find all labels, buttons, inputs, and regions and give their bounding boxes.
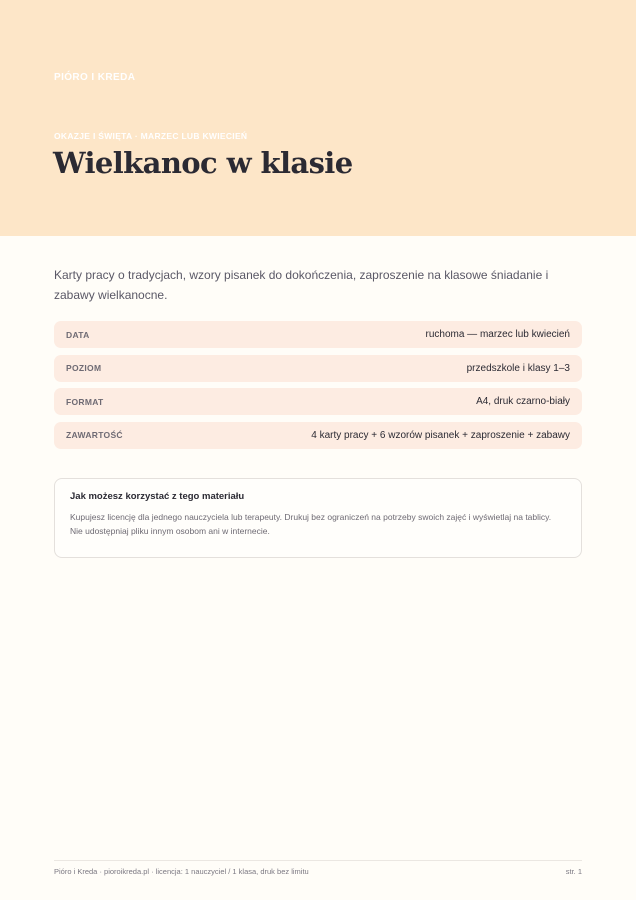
license-body: Kupujesz licencję dla jednego nauczyciela lub terapeuty. Drukuj bez ograniczeń na potrzeby swoich zajęć i wyświetlaj na tablicy. Nie udostępniaj pliku innym osobom ani w internecie.	[70, 512, 552, 536]
footer-credits: Pióro i Kreda · pioroikreda.pl · licencja: 1 nauczyciel / 1 klasa, druk bez limitu	[54, 867, 309, 876]
license-title: Jak możesz korzystać z tego materiału	[70, 491, 245, 502]
license-notice	[54, 478, 582, 558]
meta-row-format	[54, 388, 582, 415]
page-number: str. 1	[565, 867, 582, 876]
meta-value: 4 karty pracy + 6 wzorów pisanek + zaproszenie + zabawy	[311, 429, 570, 441]
meta-key: FORMAT	[66, 396, 104, 407]
page-footer	[54, 860, 582, 876]
brand-name: PIÓRO I KREDA	[54, 72, 136, 83]
meta-row-date	[54, 321, 582, 348]
meta-key: DATA	[66, 329, 90, 340]
meta-table	[54, 321, 582, 455]
meta-row-contents	[54, 422, 582, 449]
meta-value: przedszkole i klasy 1–3	[466, 362, 570, 374]
lead-description: Karty pracy o tradycjach, wzory pisanek do dokończenia, zaproszenie na klasowe śniadanie i zabawy wielkanocne.	[54, 268, 549, 302]
hero-banner	[0, 0, 636, 236]
meta-key: ZAWARTOŚĆ	[66, 430, 123, 440]
page-title: Wielkanoc w klasie	[53, 146, 353, 180]
meta-key: POZIOM	[66, 363, 102, 373]
meta-value: ruchoma — marzec lub kwiecień	[425, 329, 570, 340]
meta-row-level	[54, 355, 582, 382]
meta-value: A4, druk czarno-biały	[476, 396, 570, 407]
category-eyebrow: OKAZJE I ŚWIĘTA · MARZEC LUB KWIECIEŃ	[54, 131, 248, 141]
